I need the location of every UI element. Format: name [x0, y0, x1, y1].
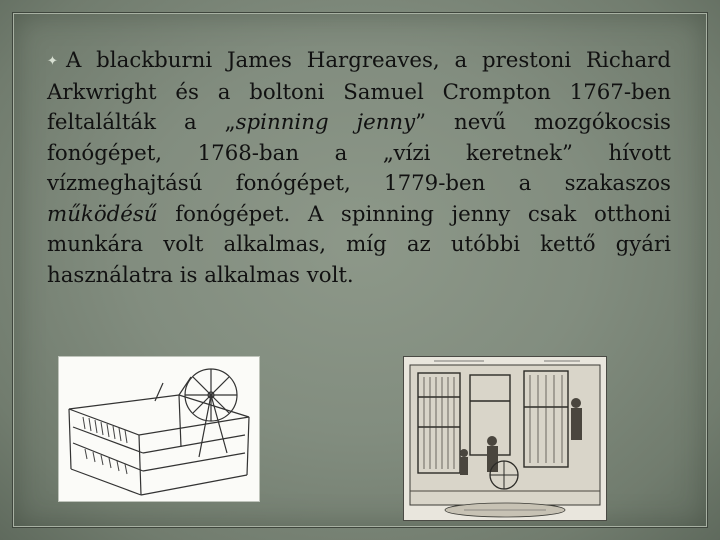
paragraph-part-2: ” nevű mozgókocsis fonógépet, 1768-ban a „vízi keretnek” hívott vízmeghajtású fonógépet, 1779-ben a szakaszos	[47, 110, 671, 196]
paragraph-text	[47, 48, 671, 288]
main-paragraph	[47, 46, 671, 291]
paragraph-part-1: A blackburni James Hargreaves, a prestoni Richard Arkwright és a boltoni Samuel Crompton 1767-ben feltalálták a „	[47, 48, 671, 135]
ornamental-bullet-icon: ✦	[47, 54, 58, 69]
weaving-room-engraving	[403, 356, 607, 521]
paragraph-italic-1: spinning jenny	[235, 110, 416, 135]
paragraph-part-3: fonógépet. A spinning jenny csak otthoni munkára volt alkalmas, míg az utóbbi kettő gyári használatra is alkalmas volt.	[47, 201, 671, 288]
spinning-jenny-illustration	[58, 356, 260, 502]
paragraph-italic-2: működésű	[47, 201, 158, 227]
